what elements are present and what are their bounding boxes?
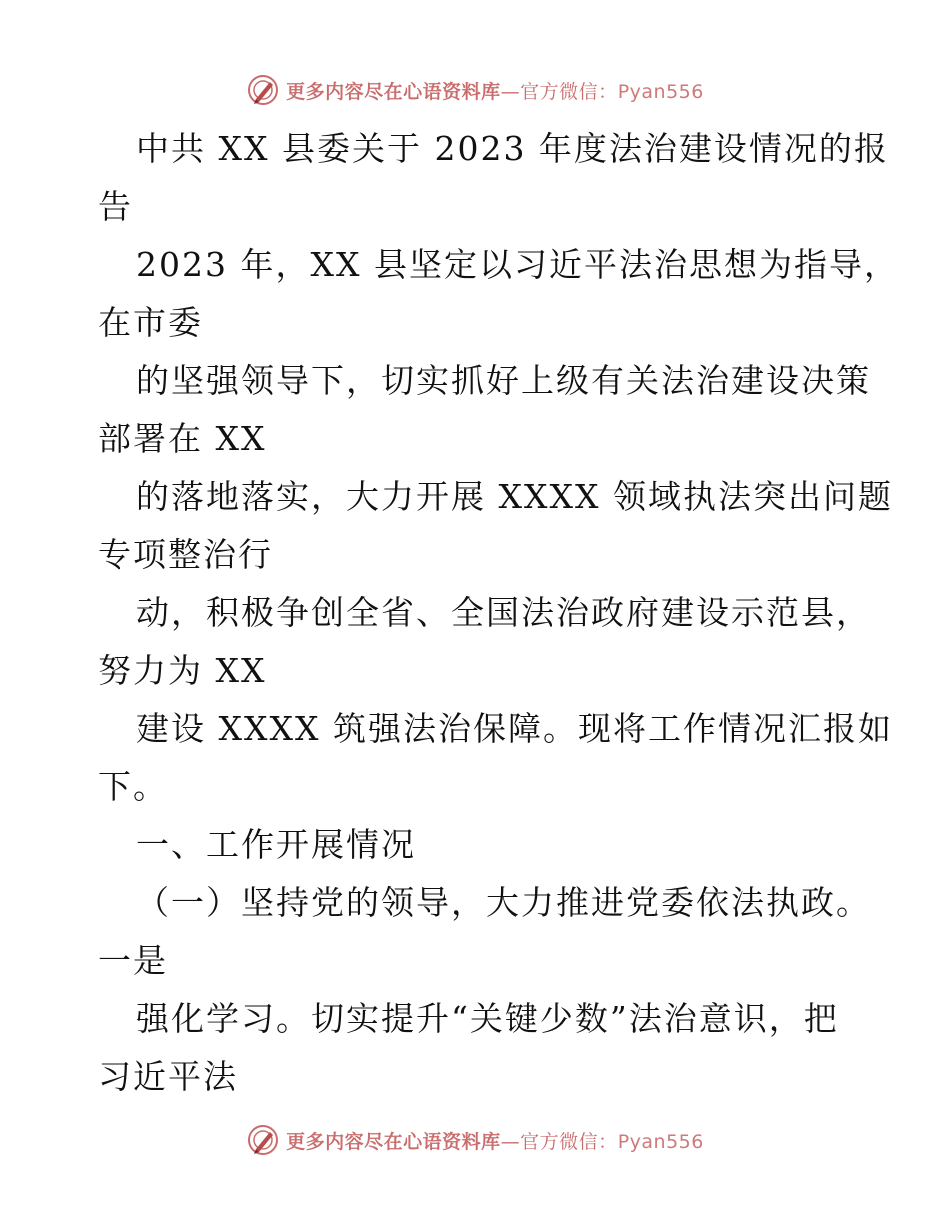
text-line: 动，积极争创全省、全国法治政府建设示范县， xyxy=(136,593,871,632)
text-line: 一、工作开展情况 xyxy=(136,825,416,864)
text-line: 在市委 xyxy=(98,303,203,342)
text-line: （一）坚持党的领导，大力推进党委依法执政。 xyxy=(136,883,871,922)
text-line: 专项整治行 xyxy=(98,535,273,574)
watermark-label: 官方微信： xyxy=(520,80,618,103)
document-body xyxy=(98,120,899,1106)
watermark-sep: — xyxy=(500,80,521,103)
text-line: 下。 xyxy=(98,767,168,806)
text-line: 中共 XX 县委关于 2023 年度法治建设情况的报 xyxy=(136,129,889,168)
watermark-bottom xyxy=(0,1120,950,1160)
pen-logo-icon xyxy=(246,73,280,107)
text-line: 努力为 XX xyxy=(98,651,267,690)
text-line: 2023 年，XX 县坚定以习近平法治思想为指导， xyxy=(136,245,899,284)
watermark-text xyxy=(286,1127,704,1154)
watermark-id: Pyan556 xyxy=(617,80,704,103)
text-line: 的落地落实，大力开展 XXXX 领域执法突出问题 xyxy=(136,477,893,516)
text-line: 的坚强领导下，切实抓好上级有关法治建设决策 xyxy=(136,361,871,400)
watermark-text xyxy=(286,77,704,104)
watermark-main: 更多内容尽在心语资料库 xyxy=(286,1130,501,1153)
text-line: 告 xyxy=(98,187,133,226)
watermark-sep: — xyxy=(500,1130,521,1153)
watermark-top xyxy=(0,70,950,110)
text-line: 部署在 XX xyxy=(98,419,267,458)
text-line: 强化学习。切实提升“关键少数”法治意识，把 xyxy=(136,999,839,1038)
watermark-main: 更多内容尽在心语资料库 xyxy=(286,80,501,103)
text-line: 建设 XXXX 筑强法治保障。现将工作情况汇报如 xyxy=(136,709,893,748)
watermark-label: 官方微信： xyxy=(520,1130,618,1153)
watermark-id: Pyan556 xyxy=(617,1130,704,1153)
pen-logo-icon xyxy=(246,1123,280,1157)
text-line: 一是 xyxy=(98,941,168,980)
text-line: 习近平法 xyxy=(98,1057,238,1096)
